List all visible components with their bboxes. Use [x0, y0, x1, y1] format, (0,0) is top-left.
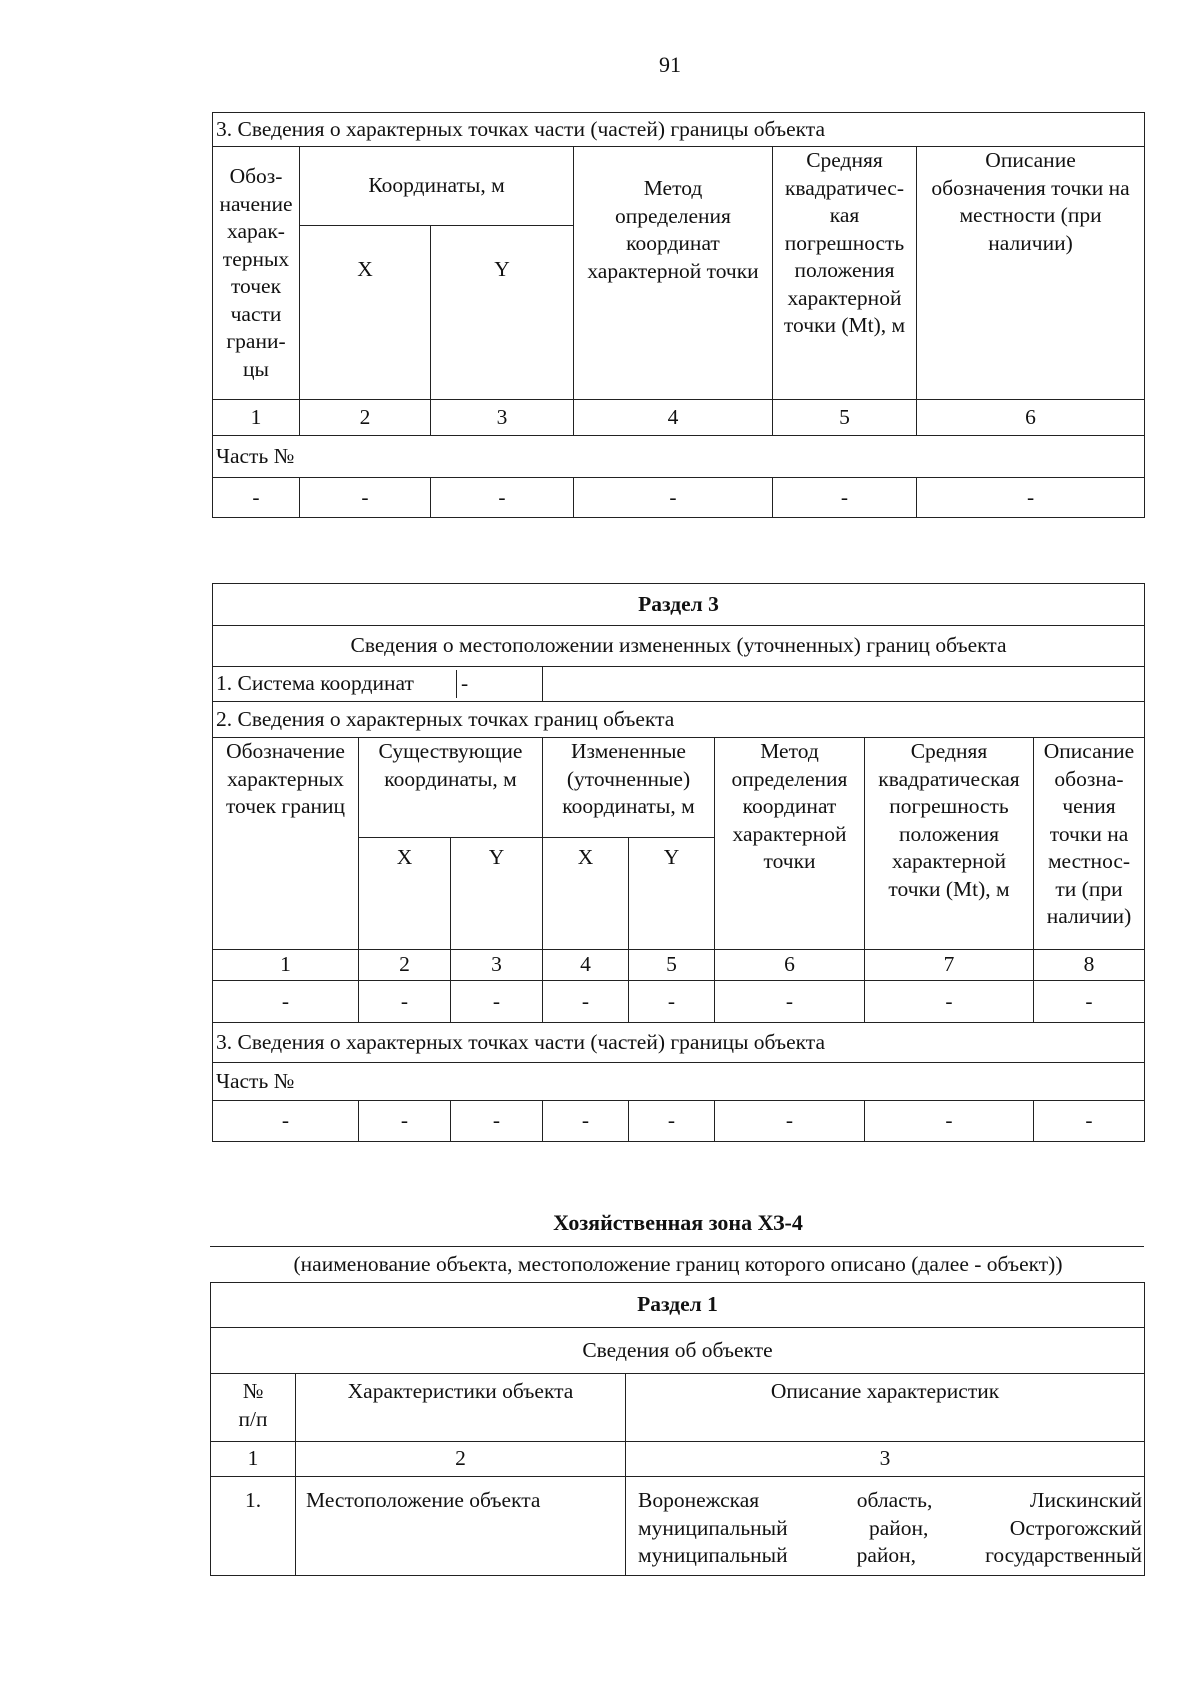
- table-cell: -: [431, 478, 574, 518]
- table-cell: -: [1034, 1101, 1145, 1142]
- table-cell: -: [917, 478, 1145, 518]
- col-number: 5: [629, 950, 715, 981]
- col-number: 6: [715, 950, 865, 981]
- part-label: Часть №: [213, 436, 1145, 478]
- table-cell: -: [451, 1101, 543, 1142]
- col-point-designation: Обоз- начение харак- терных точек части грани- цы: [213, 147, 300, 400]
- col-changed-coordinates: Измененные (уточненные) координаты, м: [543, 738, 715, 838]
- col-error: Средняя квадратичес- кая погрешность положения характерной точки (Mt), м: [773, 147, 917, 400]
- col-description: Описание обозначения точки на местности (при наличии): [917, 147, 1145, 400]
- table-cell: -: [574, 478, 773, 518]
- section-title: Раздел 1: [211, 1283, 1145, 1328]
- zone-caption-line: [210, 1246, 1144, 1247]
- table-cell: -: [543, 981, 629, 1023]
- col-number: 1: [213, 400, 300, 436]
- col-method: Метод определения координат характерной точки: [715, 738, 865, 950]
- col-number: 4: [543, 950, 629, 981]
- points-heading: 2. Сведения о характерных точках границ объекта: [213, 702, 1145, 738]
- col-x: X: [543, 838, 629, 950]
- zone-caption: (наименование объекта, местоположение границ которого описано (далее - объект)): [293, 1252, 1063, 1276]
- col-number-header: № п/п: [211, 1374, 296, 1442]
- coord-system-label: [213, 667, 543, 702]
- col-number: 1: [213, 950, 359, 981]
- col-point-designation: Обозначение характерных точек границ: [213, 738, 359, 950]
- table-section-1: [210, 1282, 1145, 1576]
- table1-heading: 3. Сведения о характерных точках части (частей) границы объекта: [213, 113, 1145, 147]
- col-characteristics: Характеристики объекта: [296, 1374, 626, 1442]
- col-existing-coordinates: Существующие координаты, м: [359, 738, 543, 838]
- coord-system-label-text: 1. Система координат: [216, 671, 414, 696]
- col-x: X: [359, 838, 451, 950]
- row-characteristic: Местоположение объекта: [296, 1477, 626, 1576]
- table-cell: -: [213, 1101, 359, 1142]
- table-cell: -: [629, 981, 715, 1023]
- col-method: Метод определения координат характерной точки: [574, 147, 773, 400]
- table-cell: -: [300, 478, 431, 518]
- table-cell: -: [865, 981, 1034, 1023]
- coord-system-value: -: [456, 670, 539, 698]
- row-number: 1.: [211, 1477, 296, 1576]
- parts-heading: 3. Сведения о характерных точках части (частей) границы объекта: [213, 1023, 1145, 1063]
- col-number: 2: [359, 950, 451, 981]
- part-label: Часть №: [213, 1063, 1145, 1101]
- table-cell: -: [213, 981, 359, 1023]
- table-cell: -: [543, 1101, 629, 1142]
- col-number: 7: [865, 950, 1034, 981]
- coord-system-empty: [543, 667, 1145, 702]
- col-number: 8: [1034, 950, 1145, 981]
- table-cell: -: [865, 1101, 1034, 1142]
- table-cell: -: [213, 478, 300, 518]
- description-line: Воронежская область, Лискинский: [638, 1488, 1142, 1512]
- col-number: 3: [626, 1442, 1145, 1477]
- col-number: 4: [574, 400, 773, 436]
- col-x: X: [300, 226, 431, 400]
- table-cell: -: [773, 478, 917, 518]
- section-subtitle: Сведения о местоположении измененных (уточненных) границ объекта: [213, 626, 1145, 667]
- table-cell: -: [451, 981, 543, 1023]
- col-y: Y: [451, 838, 543, 950]
- col-number: 2: [296, 1442, 626, 1477]
- col-description: Описание характеристик: [626, 1374, 1145, 1442]
- zone-title: Хозяйственная зона ХЗ-4: [553, 1210, 803, 1235]
- col-number: 1: [211, 1442, 296, 1477]
- col-description: Описание обозна- чения точки на местнос- ти (при наличии): [1034, 738, 1145, 950]
- table-section-3: [212, 583, 1145, 1142]
- col-coordinates: Координаты, м: [300, 147, 574, 226]
- description-line: муниципальный район, государственный: [638, 1543, 1142, 1567]
- table-cell: -: [1034, 981, 1145, 1023]
- col-number: 6: [917, 400, 1145, 436]
- table-part-points: [212, 112, 1145, 518]
- table-cell: -: [629, 1101, 715, 1142]
- table-cell: -: [359, 1101, 451, 1142]
- page-number: 91: [659, 52, 681, 77]
- col-y: Y: [431, 226, 574, 400]
- row-description: [626, 1477, 1145, 1576]
- col-y: Y: [629, 838, 715, 950]
- col-number: 5: [773, 400, 917, 436]
- section-subtitle: Сведения об объекте: [211, 1328, 1145, 1374]
- table-cell: -: [715, 1101, 865, 1142]
- table-cell: -: [715, 981, 865, 1023]
- section-title: Раздел 3: [213, 584, 1145, 626]
- col-number: 2: [300, 400, 431, 436]
- col-number: 3: [431, 400, 574, 436]
- description-line: муниципальный район, Острогожский: [638, 1515, 1142, 1540]
- table-cell: -: [359, 981, 451, 1023]
- col-error: Средняя квадратическая погрешность положения характерной точки (Mt), м: [865, 738, 1034, 950]
- col-number: 3: [451, 950, 543, 981]
